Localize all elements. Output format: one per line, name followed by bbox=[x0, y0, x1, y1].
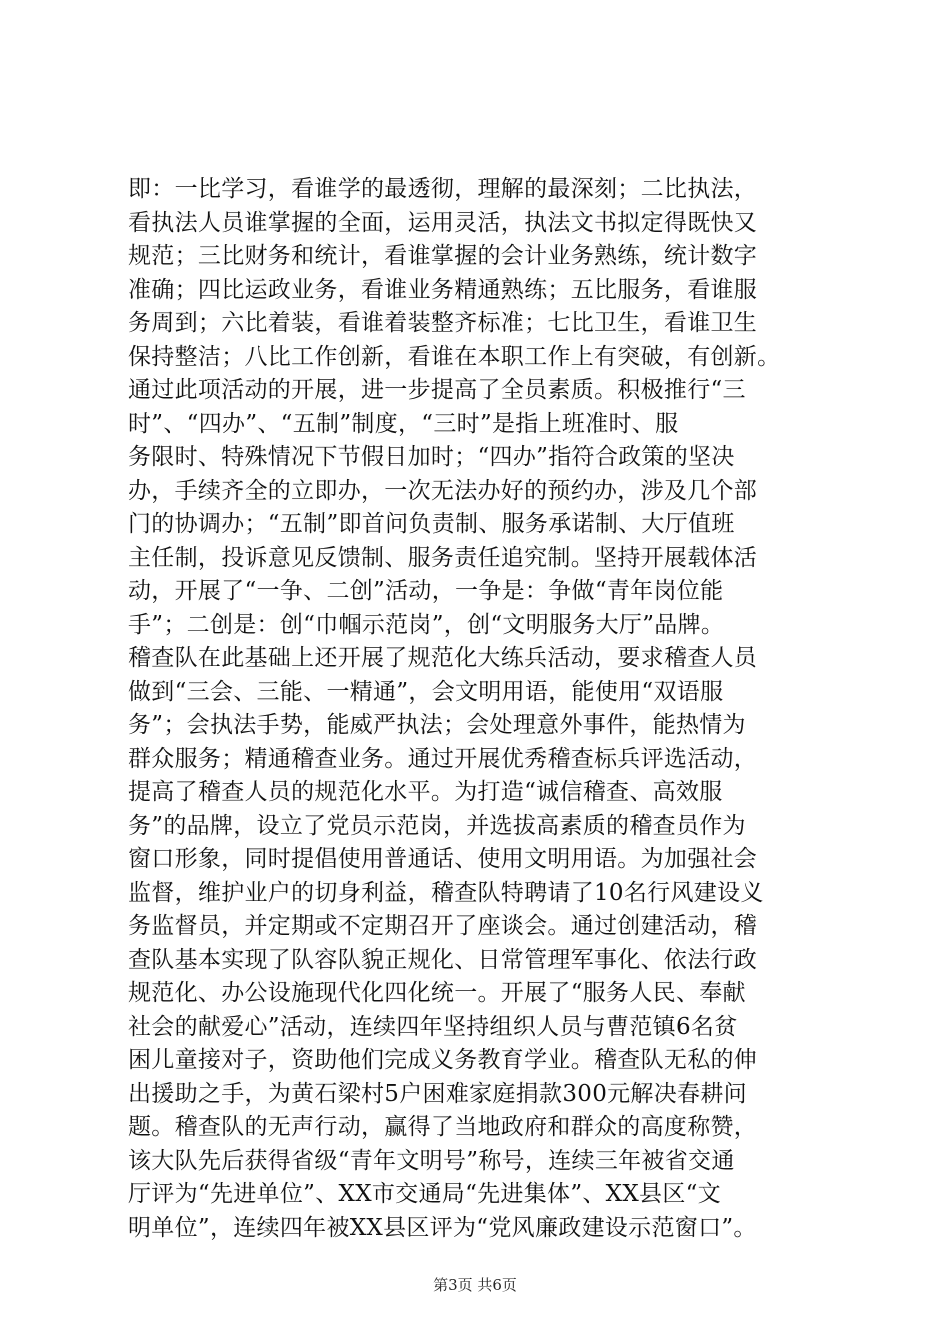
text-line: 时”、“四办”、“五制”制度，“三时”是指上班准时、服 bbox=[128, 410, 679, 437]
text-line: 稽查队在此基础上还开展了规范化大练兵活动，要求稽查人员 bbox=[128, 645, 758, 671]
body-paragraph bbox=[128, 173, 848, 1245]
text-line: 窗口形象，同时提倡使用普通话、使用文明用语。为加强社会 bbox=[128, 846, 758, 872]
text-line: 务限时、特殊情况下节假日加时；“四办”指符合政策的坚决 bbox=[128, 444, 735, 470]
text-line: 即：一比学习，看谁学的最透彻，理解的最深刻；二比执法， bbox=[128, 176, 758, 202]
text-line: 门的协调办；“五制”即首问负责制、服务承诺制、大厅值班 bbox=[128, 511, 735, 537]
text-line: 该大队先后获得省级“青年文明号”称号，连续三年被省交通 bbox=[128, 1147, 735, 1174]
text-line: 保持整洁；八比工作创新，看谁在本职工作上有突破，有创新。 bbox=[128, 343, 781, 370]
text-line: 明单位”，连续四年被XX县区评为“党风廉政建设示范窗口”。 bbox=[128, 1214, 757, 1241]
text-line: 困儿童接对子，资助他们完成义务教育学业。稽查队无私的伸 bbox=[128, 1047, 758, 1073]
text-line: 监督，维护业户的切身利益，稽查队特聘请了10名行风建设义 bbox=[128, 879, 764, 906]
text-line: 通过此项活动的开展，进一步提高了全员素质。积极推行“三 bbox=[128, 377, 746, 403]
text-line: 群众服务；精通稽查业务。通过开展优秀稽查标兵评选活动， bbox=[128, 745, 758, 772]
text-line: 准确；四比运政业务，看谁业务精通熟练；五比服务，看谁服 bbox=[128, 276, 758, 303]
page-number-footer: 第3页 共6页 bbox=[433, 1276, 517, 1294]
text-line: 主任制，投诉意见反馈制、服务责任追究制。坚持开展载体活 bbox=[128, 544, 758, 571]
text-line: 务”；会执法手势，能威严执法；会处理意外事件，能热情为 bbox=[128, 712, 746, 738]
text-line: 务”的品牌，设立了党员示范岗，并选拔高素质的稽查员作为 bbox=[128, 812, 746, 839]
text-line: 办，手续齐全的立即办，一次无法办好的预约办，涉及几个部 bbox=[128, 477, 758, 504]
text-line: 出援助之手，为黄石梁村5户困难家庭捐款300元解决春耕问 bbox=[128, 1080, 747, 1107]
text-line: 动，开展了“一争、二创”活动，一争是：争做“青年岗位能 bbox=[128, 578, 724, 604]
text-line: 手”；二创是：创“巾帼示范岗”，创“文明服务大厅”品牌。 bbox=[128, 611, 725, 638]
text-line: 查队基本实现了队容队貌正规化、日常管理军事化、依法行政 bbox=[128, 946, 758, 973]
text-line: 做到“三会、三能、一精通”，会文明用语，能使用“双语服 bbox=[128, 678, 724, 705]
text-line: 社会的献爱心”活动，连续四年坚持组织人员与曹范镇6名贫 bbox=[128, 1013, 738, 1040]
text-line: 规范化、办公设施现代化四化统一。开展了“服务人民、奉献 bbox=[128, 980, 746, 1006]
text-line: 务周到；六比着装，看谁着装整齐标准；七比卫生，看谁卫生 bbox=[128, 310, 758, 336]
text-line: 看执法人员谁掌握的全面，运用灵活，执法文书拟定得既快又 bbox=[128, 209, 758, 236]
text-line: 务监督员，并定期或不定期召开了座谈会。通过创建活动，稽 bbox=[128, 913, 758, 939]
text-line: 提高了稽查人员的规范化水平。为打造“诚信稽查、高效服 bbox=[128, 779, 723, 805]
text-line: 规范；三比财务和统计，看谁掌握的会计业务熟练，统计数字 bbox=[128, 243, 758, 269]
text-line: 厅评为“先进单位”、XX市交通局“先进集体”、XX县区“文 bbox=[128, 1181, 721, 1207]
text-line: 题。稽查队的无声行动，赢得了当地政府和群众的高度称赞， bbox=[128, 1114, 758, 1140]
